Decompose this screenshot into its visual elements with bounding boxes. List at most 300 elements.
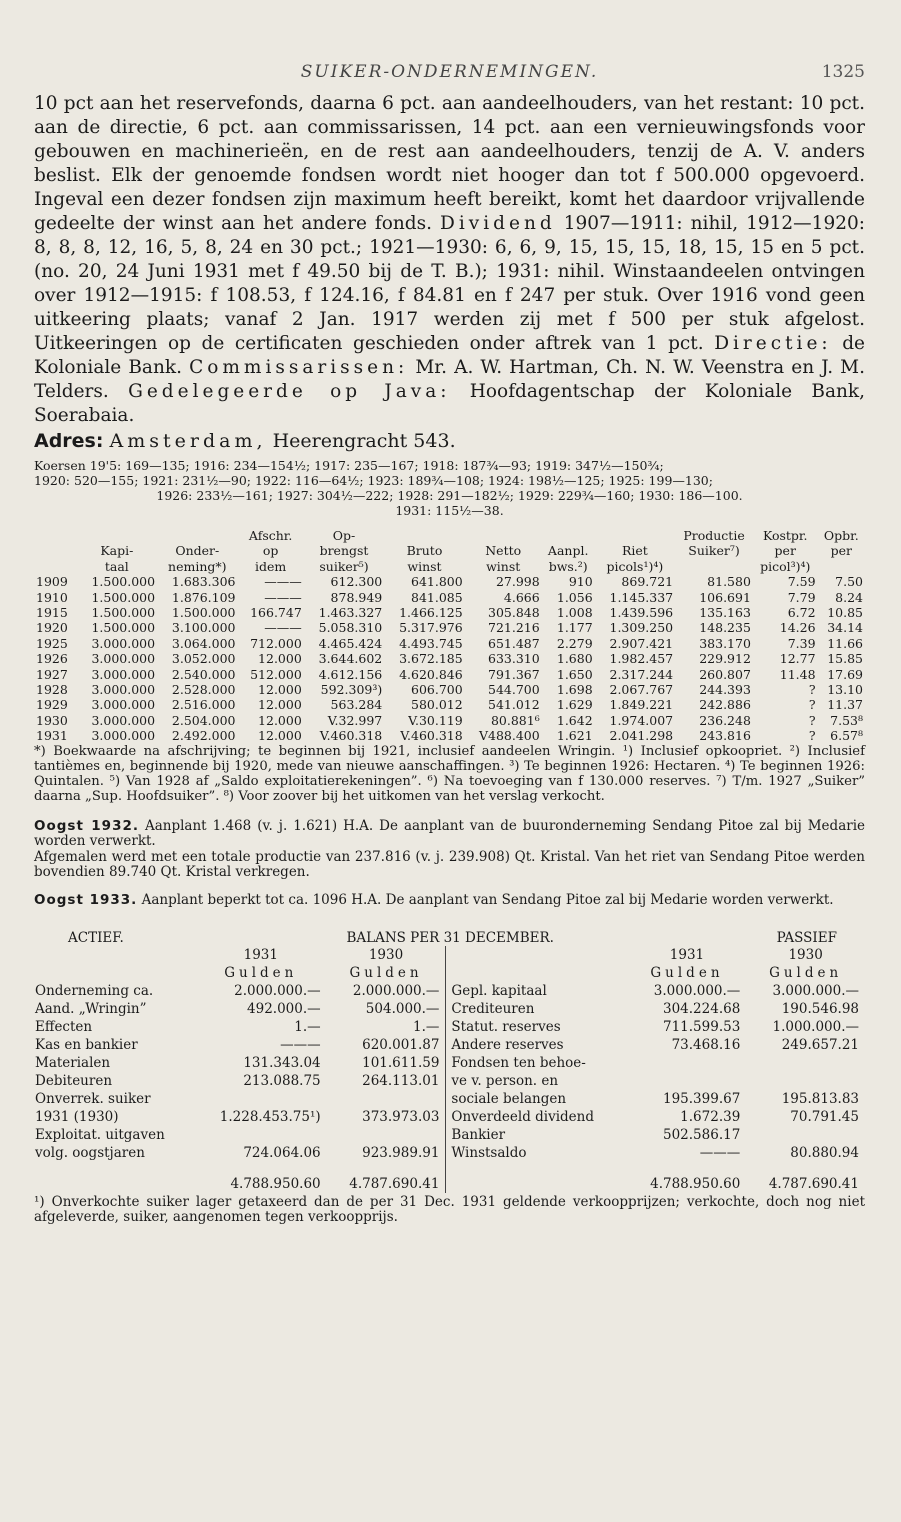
table-cell: 7.53⁸: [830, 712, 863, 728]
row-year: 1920: [36, 620, 68, 636]
fin-header-1-col-7: [542, 528, 595, 543]
table-cell: 1.500.000: [91, 589, 156, 605]
table-cell: 34.14: [827, 620, 863, 636]
actief-1930: 101.611.59: [362, 1055, 440, 1071]
table-cell: 1.500.000: [91, 620, 156, 636]
fin-header-2-col-4: brengst: [319, 543, 369, 559]
table-cell: 14.26: [779, 620, 816, 636]
balance-right-title: PASSIEF: [776, 930, 837, 946]
passief-label: sociale belangen: [451, 1091, 567, 1107]
fin-header-1-col-0: [34, 528, 77, 543]
actief-1931: 1.228.453.75¹): [219, 1109, 321, 1125]
fin-header-2-col-0: [34, 543, 77, 558]
table-notes: *) Boekwaarde na afschrijving; te beginnen bij 1921, inclusief aandeelen Wringin. ¹) Inclusief opkoopriet. ²) Inclusief tantièmes en, beginnende bij 1920, mede van nieuwe aanschaffingen. ³) Te beginnen 1926: Hectaren. ⁴) Te beginnen 1926: Quintalen. ⁵) Van 1928 af „Saldo exploitatierekeningen”. ⁶) Na toevoeging van f 130.000 reserves. ⁷) T/m. 1927 „Suiker” daarna „Sup. Hoofdsuiker”. ⁸) Voor zoover bij het uitkomen van het verslag verkocht.: [34, 743, 865, 805]
balance-footnote: ¹) Onverkochte suiker lager getaxeerd dan de per 31 Dec. 1931 geldende verkoopprijzen; verkochte, doch nog niet afgeleverde, suiker, aangenomen tegen verkoopprijs.: [34, 1194, 865, 1225]
table-row: [34, 574, 865, 589]
table-cell: 244.393: [699, 682, 751, 698]
address-line: [34, 430, 865, 452]
total-right-1930: 4.787.690.41: [768, 1176, 859, 1192]
fin-header-2-col-7: Aanpl.: [547, 543, 589, 559]
table-cell: 3.052.000: [171, 651, 236, 667]
balance-year-row: [34, 946, 865, 964]
koersen-line-3: 1926: 233½—161; 1927: 304½—222; 1928: 291—182½; 1929: 229¾—160; 1930: 186—100.: [156, 488, 743, 503]
fin-header-1-col-11: Opbr.: [823, 528, 859, 543]
actief-label: Exploitat. uitgaven: [35, 1127, 165, 1143]
table-cell: 1.177: [556, 620, 593, 636]
passief-label: Statut. reserves: [451, 1019, 561, 1035]
table-cell: 10.85: [827, 605, 863, 621]
year-1930-right: 1930: [788, 947, 823, 963]
table-cell: 3.000.000: [91, 712, 156, 728]
table-row: [34, 1018, 865, 1036]
table-cell: 12.000: [258, 651, 302, 667]
body-paragraph: [34, 92, 865, 428]
koersen-block: [34, 458, 865, 518]
table-cell: 1.500.000: [91, 605, 156, 621]
passief-label: Crediteuren: [451, 1001, 535, 1017]
total-right-1931: 4.788.950.60: [650, 1176, 741, 1192]
table-cell: 243.816: [699, 728, 751, 744]
financial-table: [34, 528, 865, 744]
table-cell: 81.580: [707, 574, 751, 590]
table-cell: 544.700: [488, 682, 540, 698]
balance-left-title: ACTIEF.: [68, 930, 124, 946]
passief-1931: 3.000.000.—: [653, 983, 741, 999]
fin-header-2-col-10: per: [774, 543, 796, 559]
actief-label: Onverrek. suiker: [35, 1091, 151, 1107]
actief-label: Aand. „Wringin”: [35, 1001, 147, 1017]
table-cell: 910: [568, 574, 593, 590]
table-cell: 3.064.000: [171, 635, 236, 651]
actief-1930: 2.000.000.—: [352, 983, 440, 999]
row-year: 1909: [36, 574, 68, 590]
table-cell: 260.807: [699, 666, 751, 682]
table-row: [34, 682, 865, 697]
fin-header-2-col-3: op: [262, 543, 279, 559]
fin-header-2-col-8: Riet: [621, 543, 648, 559]
table-cell: 3.000.000: [91, 651, 156, 667]
unit-left-2: Gulden: [349, 965, 423, 981]
fin-header-row-3: [34, 559, 865, 574]
fin-header-1-col-1: [77, 528, 157, 543]
passief-label: Bankier: [451, 1127, 506, 1143]
table-cell: 80.881⁶: [490, 712, 540, 728]
row-year: 1915: [36, 605, 68, 621]
table-cell: ?: [808, 697, 816, 713]
table-cell: 1.650: [556, 666, 593, 682]
passief-label: Gepl. kapitaal: [451, 983, 547, 999]
table-cell: 580.012: [411, 697, 463, 713]
actief-1930: 1.—: [413, 1019, 440, 1035]
table-cell: 12.77: [779, 651, 816, 667]
table-cell: V.30.119: [408, 712, 463, 728]
table-cell: 5.058.310: [318, 620, 383, 636]
actief-1931: 2.000.000.—: [234, 983, 321, 999]
fin-header-2-col-9: Suiker⁷): [688, 543, 740, 559]
actief-label: Onderneming ca.: [35, 983, 154, 999]
table-cell: 6.72: [787, 605, 816, 621]
row-year: 1928: [36, 682, 68, 698]
table-cell: 7.79: [787, 589, 816, 605]
table-cell: 1.629: [556, 697, 593, 713]
table-cell: 383.170: [699, 635, 751, 651]
actief-label: Materialen: [35, 1055, 111, 1071]
table-cell: 3.000.000: [91, 682, 156, 698]
table-cell: 3.000.000: [91, 697, 156, 713]
actief-label: Kas en bankier: [35, 1037, 138, 1053]
fin-header-3-col-2: neming*): [168, 558, 227, 574]
address-city: Amsterdam,: [109, 430, 267, 452]
table-cell: 8.24: [835, 589, 863, 605]
balance-totals-row: [34, 1162, 865, 1193]
table-cell: 3.000.000: [91, 728, 156, 744]
table-cell: ———: [264, 589, 302, 605]
table-cell: 1.309.250: [609, 620, 674, 636]
table-cell: 135.163: [699, 605, 751, 621]
table-cell: 1.500.000: [171, 605, 236, 621]
table-cell: 242.886: [699, 697, 751, 713]
table-cell: 2.540.000: [171, 666, 236, 682]
row-year: 1925: [36, 635, 68, 651]
passief-label: Fondsen ten behoe-: [451, 1055, 586, 1071]
table-cell: 2.528.000: [171, 682, 236, 698]
table-cell: 1.642: [556, 712, 593, 728]
table-cell: 229.912: [699, 651, 751, 667]
fin-header-3-col-6: winst: [486, 558, 521, 574]
year-1930-left: 1930: [368, 947, 404, 963]
table-cell: 27.998: [495, 574, 540, 590]
passief-1930: [746, 1126, 865, 1144]
gedelegeerde-text: Hoofdagentschap der Koloniale Bank, Soerabaia.: [34, 381, 865, 426]
table-cell: 712.000: [250, 635, 302, 651]
table-cell: 4.666: [503, 589, 540, 605]
directie-text: de Koloniale Bank.: [34, 333, 865, 378]
table-cell: 3.000.000: [91, 666, 156, 682]
fin-header-3-col-8: picols¹)⁴): [606, 558, 664, 574]
table-row: [34, 1000, 865, 1018]
row-year: 1926: [36, 651, 68, 667]
dividend-text: 1907—1911: nihil, 1912—1920: 8, 8, 8, 12, 16, 5, 8, 24 en 30 pct.; 1921—1930: 6, 6, 9, 15, 15, 15, 18, 15, 15 en 5 pct. (no. 20, 24 Juni 1931 met f 49.50 bij de T. B.); 1931: nihil. Winstaandeelen ontvingen over 1912—1915: f 108.53, f 124.16, f 84.81 en f 247 per stuk. Over 1916 vond geen uitkeering plaats; vanaf 2 Jan. 1917 werden zij met f 500 per stuk afgelost. Uitkeeringen op de certificaten geschieden onder aftrek van 1 pct.: [34, 213, 865, 354]
table-cell: 12.000: [258, 712, 302, 728]
actief-1930: [327, 1090, 446, 1108]
table-row: [34, 728, 865, 743]
table-cell: 2.504.000: [171, 712, 236, 728]
table-cell: 2.041.298: [609, 728, 674, 744]
table-cell: 4.612.156: [318, 666, 383, 682]
table-cell: 166.747: [250, 605, 302, 621]
table-row: [34, 590, 865, 605]
balance-unit-row: [34, 964, 865, 982]
table-cell: 721.216: [488, 620, 540, 636]
fin-header-1-col-4: Op-: [332, 528, 356, 543]
table-row: [34, 697, 865, 712]
table-cell: 2.492.000: [171, 728, 236, 744]
table-cell: 1.466.125: [399, 605, 463, 621]
actief-1930: [327, 1126, 446, 1144]
passief-1930: 249.657.21: [781, 1037, 859, 1053]
table-cell: 1.621: [556, 728, 593, 744]
table-cell: 12.000: [258, 697, 302, 713]
table-cell: 4.620.846: [399, 666, 463, 682]
passief-label: ve v. person. en: [451, 1073, 559, 1089]
table-cell: 1.008: [556, 605, 593, 621]
table-cell: 1.849.221: [609, 697, 674, 713]
table-cell: V.32.997: [327, 712, 383, 728]
fin-header-2-col-1: Kapi-: [100, 543, 134, 559]
oogst-1932-text: Aanplant 1.468 (v. j. 1.621) H.A. De aanplant van de buuronderneming Sendang Pitoe zal bij Medarie worden verwerkt.: [34, 817, 865, 849]
actief-1930: 373.973.03: [362, 1109, 440, 1125]
actief-1930: 923.989.91: [362, 1145, 440, 1161]
passief-1931: 711.599.53: [663, 1019, 741, 1035]
actief-1931: ———: [280, 1037, 321, 1053]
actief-1931: [195, 1090, 327, 1108]
passief-label: Onverdeeld dividend: [451, 1109, 594, 1125]
page-number: 1325: [821, 62, 865, 82]
actief-label: Debiteuren: [35, 1073, 113, 1089]
passief-label: Winstsaldo: [451, 1145, 527, 1161]
row-year: 1910: [36, 589, 68, 605]
fin-header-2-col-6: Netto: [485, 543, 522, 559]
table-cell: ———: [264, 620, 302, 636]
table-row: [34, 713, 865, 728]
table-row: [34, 1036, 865, 1054]
table-cell: 1.463.327: [318, 605, 383, 621]
table-cell: 11.66: [827, 635, 863, 651]
table-row: [34, 1126, 865, 1144]
actief-1931: 1.—: [294, 1019, 321, 1035]
table-cell: 2.516.000: [171, 697, 236, 713]
table-row: [34, 1144, 865, 1162]
table-cell: 3.644.602: [318, 651, 383, 667]
table-cell: ———: [264, 574, 302, 590]
total-left-1931: 4.788.950.60: [230, 1176, 321, 1192]
table-cell: 2.907.421: [609, 635, 674, 651]
gedelegeerde-label: Gedelegeerde op Java:: [128, 381, 451, 402]
table-cell: 1.056: [556, 589, 593, 605]
fin-header-3-col-3: idem: [255, 558, 287, 574]
fin-header-2-col-11: per: [830, 543, 852, 559]
table-row: [34, 620, 865, 635]
table-cell: V.460.318: [319, 728, 383, 744]
oogst-1932-text2: Afgemalen werd met een totale productie van 237.816 (v. j. 239.908) Qt. Kristal. Van het riet van Sendang Pitoe werden bovendien 89.740 Qt. Kristal verkregen.: [34, 848, 865, 880]
table-cell: 841.085: [411, 589, 463, 605]
table-cell: 12.000: [258, 682, 302, 698]
oogst-1932-label: Oogst 1932.: [34, 817, 139, 834]
passief-1931: [628, 1072, 747, 1090]
table-row: [34, 651, 865, 666]
table-cell: 1.439.596: [609, 605, 674, 621]
passief-1930: 80.880.94: [790, 1145, 859, 1161]
passief-1930: 195.813.83: [781, 1091, 859, 1107]
table-cell: 3.672.185: [399, 651, 463, 667]
table-cell: 12.000: [258, 728, 302, 744]
table-cell: 236.248: [699, 712, 751, 728]
table-cell: 1.982.457: [609, 651, 674, 667]
table-row: [34, 1090, 865, 1108]
passief-1931: 304.224.68: [663, 1001, 741, 1017]
fin-header-1-col-8: [595, 528, 675, 543]
table-cell: 106.691: [699, 589, 751, 605]
fin-header-3-col-1: taal: [104, 558, 129, 574]
table-cell: 878.949: [330, 589, 383, 605]
table-cell: 4.493.745: [399, 635, 463, 651]
row-year: 1927: [36, 666, 68, 682]
oogst-1933-text: Aanplant beperkt tot ca. 1096 H.A. De aanplant van Sendang Pitoe zal bij Medarie worden verwerkt.: [141, 891, 834, 908]
table-row: [34, 1072, 865, 1090]
row-year: 1929: [36, 697, 68, 713]
fin-header-row-2: [34, 543, 865, 558]
passief-1931: 502.586.17: [663, 1127, 741, 1143]
table-cell: 7.50: [835, 574, 863, 590]
passief-1931: 1.672.39: [680, 1109, 741, 1125]
table-cell: 563.284: [330, 697, 383, 713]
address-street: Heerengracht 543.: [272, 430, 456, 452]
table-cell: 1.683.306: [171, 574, 236, 590]
table-row: [34, 605, 865, 620]
fin-header-3-col-4: suiker⁵): [319, 558, 369, 574]
passief-1931: ———: [699, 1145, 741, 1161]
running-header: [34, 52, 865, 92]
fin-header-1-col-10: Kostpr.: [762, 528, 808, 543]
table-cell: 606.700: [411, 682, 463, 698]
actief-1931: 213.088.75: [243, 1073, 321, 1089]
actief-1930: 620.001.87: [362, 1037, 440, 1053]
actief-1931: 492.000.—: [247, 1001, 321, 1017]
row-year: 1931: [36, 728, 68, 744]
passief-label: Andere reserves: [451, 1037, 564, 1053]
passief-1930: [746, 1072, 865, 1090]
passief-1930: [746, 1054, 865, 1072]
table-cell: 1.974.007: [609, 712, 674, 728]
table-row: [34, 667, 865, 682]
table-cell: 869.721: [621, 574, 674, 590]
table-cell: 612.300: [330, 574, 383, 590]
table-cell: 11.37: [827, 697, 863, 713]
table-cell: ?: [808, 682, 816, 698]
balance-table: [34, 946, 865, 1193]
oogst-1933-label: Oogst 1933.: [34, 891, 138, 908]
fin-header-2-col-2: Onder-: [175, 543, 220, 559]
commissarissen-text: Mr. A. W. Hartman, Ch. N. W. Veenstra en J. M. Telders.: [34, 357, 865, 402]
oogst-1932: [34, 819, 865, 881]
fin-header-1-col-9: Productie: [683, 528, 745, 543]
table-cell: 2.317.244: [609, 666, 674, 682]
table-cell: 3.100.000: [171, 620, 236, 636]
fin-header-1-col-2: [157, 528, 237, 543]
koersen-line-4: 1931: 115½—38.: [395, 503, 504, 518]
fin-header-1-col-5: [384, 528, 464, 543]
table-cell: 791.367: [488, 666, 540, 682]
table-cell: 17.69: [827, 666, 863, 682]
actief-1931: 131.343.04: [243, 1055, 321, 1071]
oogst-1933: [34, 893, 865, 909]
balance-heading: [34, 930, 865, 946]
actief-1930: 264.113.01: [362, 1073, 440, 1089]
actief-1931: 724.064.06: [243, 1145, 321, 1161]
table-cell: 13.10: [827, 682, 863, 698]
passief-1930: 3.000.000.—: [772, 983, 859, 999]
table-cell: 7.59: [787, 574, 816, 590]
unit-right-1: Gulden: [650, 965, 724, 981]
table-cell: 633.310: [488, 651, 540, 667]
table-cell: 305.848: [488, 605, 540, 621]
table-cell: 1.145.337: [609, 589, 674, 605]
table-cell: 641.800: [411, 574, 463, 590]
row-year: 1930: [36, 712, 68, 728]
table-cell: 1.680: [556, 651, 593, 667]
table-row: [34, 1054, 865, 1072]
passief-1931: [628, 1054, 747, 1072]
year-1931-left: 1931: [243, 947, 278, 963]
running-title: SUIKER-ONDERNEMINGEN.: [300, 62, 599, 82]
table-cell: 2.067.767: [609, 682, 674, 698]
actief-label: Effecten: [35, 1019, 93, 1035]
fin-header-2-col-5: Bruto: [406, 543, 443, 559]
table-cell: ?: [808, 728, 816, 744]
table-cell: V.460.318: [400, 728, 463, 744]
actief-1931: [195, 1126, 327, 1144]
table-cell: 651.487: [488, 635, 540, 651]
table-row: [34, 1108, 865, 1126]
fin-header-3-col-10: picol³)⁴): [760, 558, 811, 574]
table-cell: 15.85: [827, 651, 863, 667]
table-cell: 592.309³): [320, 682, 383, 698]
table-cell: 512.000: [250, 666, 302, 682]
actief-label: 1931 (1930): [35, 1109, 119, 1125]
table-cell: 5.317.976: [399, 620, 463, 636]
passief-1930: 1.000.000.—: [772, 1019, 859, 1035]
table-cell: 1.500.000: [91, 574, 156, 590]
koersen-line-1: Koersen 19'5: 169—135; 1916: 234—154½; 1917: 235—167; 1918: 187¾—93; 1919: 347½—150¾;: [34, 458, 664, 473]
koersen-line-2: 1920: 520—155; 1921: 231½—90; 1922: 116—64½; 1923: 189¾—108; 1924: 198½—125; 1925: 199—130;: [34, 473, 713, 488]
passief-1931: 195.399.67: [663, 1091, 741, 1107]
passief-1930: 70.791.45: [790, 1109, 859, 1125]
balance-center-title: BALANS PER 31 DECEMBER.: [346, 930, 554, 946]
passief-1930: 190.546.98: [781, 1001, 859, 1017]
table-cell: 1.876.109: [171, 589, 236, 605]
total-left-1930: 4.787.690.41: [349, 1176, 440, 1192]
fin-header-3-col-5: winst: [407, 558, 442, 574]
fin-header-1-col-3: Afschr.: [248, 528, 293, 543]
table-cell: 541.012: [488, 697, 540, 713]
fin-header-row-1: [34, 528, 865, 543]
unit-left-1: Gulden: [224, 965, 298, 981]
fin-header-1-col-6: [465, 528, 542, 543]
table-row: [34, 636, 865, 651]
directie-label: Directie:: [714, 333, 832, 354]
table-cell: 4.465.424: [318, 635, 383, 651]
table-cell: 148.235: [699, 620, 751, 636]
fin-header-3-col-7: bws.²): [548, 558, 588, 574]
table-cell: 11.48: [779, 666, 816, 682]
table-cell: 3.000.000: [91, 635, 156, 651]
table-cell: 2.279: [556, 635, 593, 651]
address-label: Adres:: [34, 430, 104, 452]
passief-1931: 73.468.16: [671, 1037, 741, 1053]
dividend-label: Dividend: [440, 213, 556, 234]
fin-header-3-col-11: [818, 559, 865, 574]
table-cell: 6.57⁸: [830, 728, 863, 744]
table-row: [34, 982, 865, 1000]
fin-header-3-col-9: [675, 559, 753, 574]
table-cell: ?: [808, 712, 816, 728]
body-text-statutes: 10 pct aan het reservefonds, daarna 6 pct. aan aandeelhouders, van het restant: 10 pct. aan de directie, 6 pct. aan commissarissen, 14 pct. aan een vernieuwingsfonds voor gebouwen en machinerieën, en de rest aan aandeelhouders, tenzij de A. V. anders beslist. Elk der genoemde fondsen wordt niet hooger dan tot f 500.000 opgevoerd. Ingeval een dezer fondsen zijn maximum heeft bereikt, komt het daardoor vrijvallende gedeelte der winst aan het andere fonds.: [34, 93, 865, 234]
year-1931-right: 1931: [669, 947, 705, 963]
fin-header-3-col-0: [34, 559, 77, 574]
table-cell: V488.400: [478, 728, 540, 744]
actief-label: volg. oogstjaren: [35, 1145, 145, 1161]
table-cell: 1.698: [556, 682, 593, 698]
